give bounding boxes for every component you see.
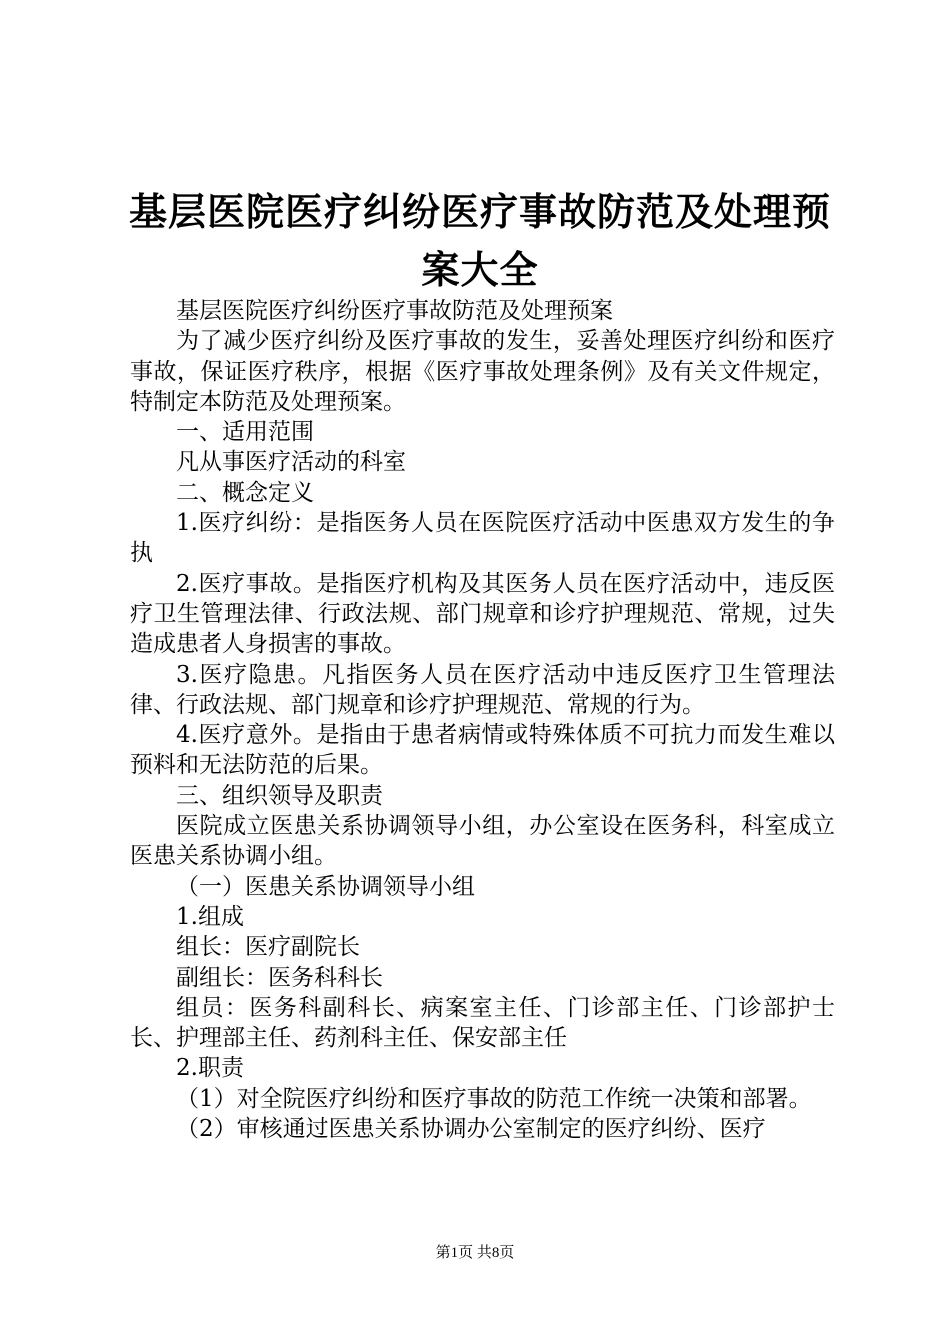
paragraph-scope: 凡从事医疗活动的科室	[176, 449, 406, 476]
paragraph-group-leader: 组长：医疗副院长	[176, 934, 360, 961]
paragraph-definition-4: 4.医疗意外。是指由于患者病情或特殊体质不可抗力而发生难以预料和无法防范的后果。	[130, 722, 835, 779]
page-footer: 第1页 共8页	[435, 1245, 515, 1261]
paragraph-deputy-leader: 副组长：医务科科长	[176, 964, 383, 991]
paragraph-intro: 为了减少医疗纠纷及医疗事故的发生，妥善处理医疗纠纷和医疗事故，保证医疗秩序，根据《医疗事故处理条例》及有关文件规定，特制定本防范及处理预案。	[130, 328, 835, 415]
paragraph-members: 组员：医务科副科长、病案室主任、门诊部主任、门诊部护士长、护理部主任、药剂科主任、保安部主任	[130, 994, 835, 1052]
document-body	[130, 296, 835, 1144]
section-heading-definitions: 二、概念定义	[176, 479, 314, 506]
paragraph-definition-1: 1.医疗纠纷：是指医务人员在医院医疗活动中医患双方发生的争执	[130, 510, 835, 567]
paragraph-subtitle: 基层医院医疗纠纷医疗事故防范及处理预案	[176, 298, 613, 324]
subsection-heading-leading-group: （一）医患关系协调领导小组	[176, 873, 475, 900]
paragraph-definition-2: 2.医疗事故。是指医疗机构及其医务人员在医疗活动中，违反医疗卫生管理法律、行政法规、部门规章和诊疗护理规范、常规，过失造成患者人身损害的事故。	[130, 570, 835, 658]
section-heading-organization: 三、组织领导及职责	[176, 782, 383, 809]
item-heading-duties: 2.职责	[176, 1055, 244, 1082]
paragraph-definition-3: 3.医疗隐患。凡指医务人员在医疗活动中违反医疗卫生管理法律、行政法规、部门规章和诊疗护理规范、常规的行为。	[130, 661, 835, 718]
item-heading-composition: 1.组成	[176, 903, 244, 930]
paragraph-duty-2: （2）审核通过医患关系协调办公室制定的医疗纠纷、医疗	[176, 1116, 766, 1143]
document-title: 基层医院医疗纠纷医疗事故防范及处理预案大全	[128, 189, 831, 292]
paragraph-organization: 医院成立医患关系协调领导小组，办公室设在医务科，科室成立医患关系协调小组。	[130, 813, 835, 870]
section-heading-scope: 一、适用范围	[176, 419, 314, 446]
paragraph-duty-1: （1）对全院医疗纠纷和医疗事故的防范工作统一决策和部署。	[176, 1085, 812, 1112]
